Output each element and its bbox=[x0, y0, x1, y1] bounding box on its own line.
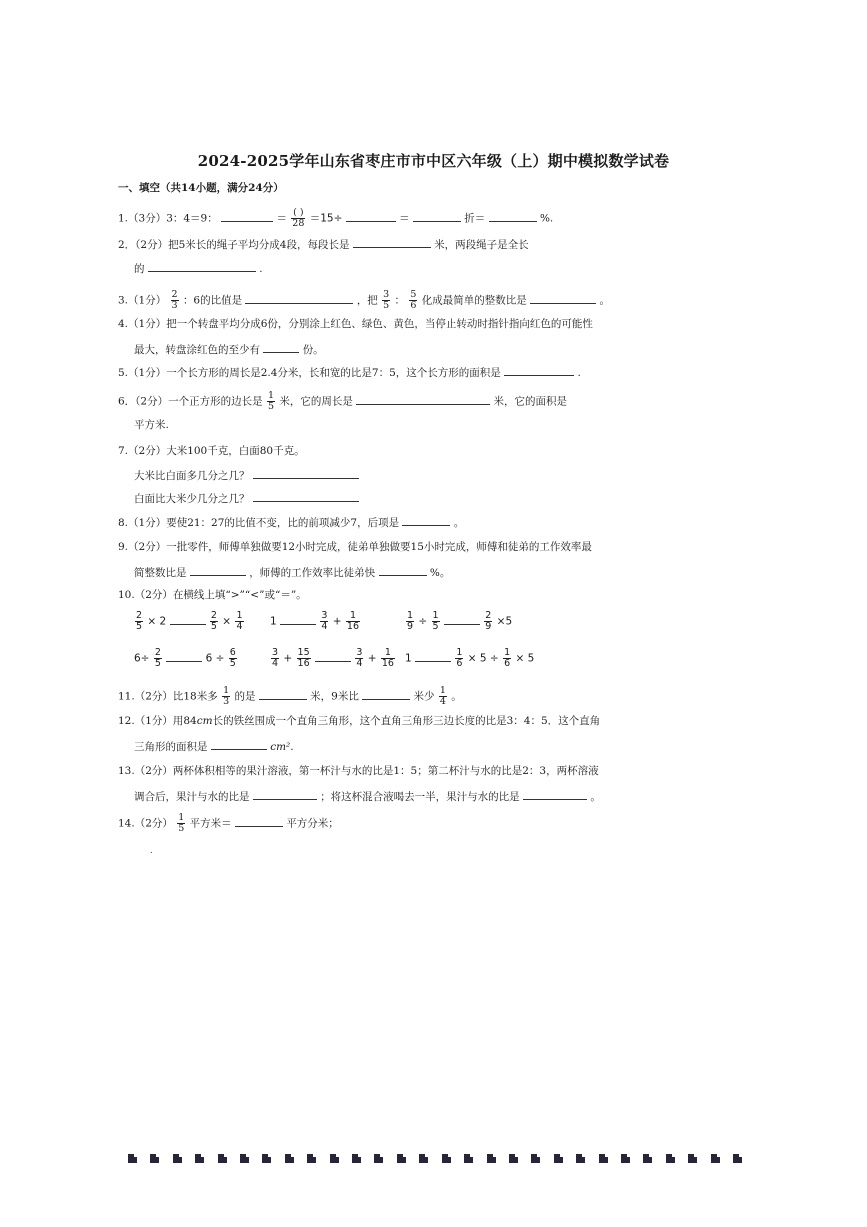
fraction: $\frac{1}{5}$ bbox=[178, 812, 185, 834]
footer-tile bbox=[150, 1154, 159, 1163]
question-3: 3.（1分） $\frac{2}{3}$ ：6的比值是 ，把 $\frac{3}{5}$ ： $\frac{5}{6}$ 化成最简单的整数比是 。 bbox=[118, 289, 610, 311]
section-heading: 一、填空（共14小题，满分24分） bbox=[118, 182, 284, 194]
footer-tile bbox=[509, 1154, 518, 1163]
footer-tile bbox=[643, 1154, 652, 1163]
question-6-cont: 平方米. bbox=[134, 419, 169, 431]
footer-tile bbox=[218, 1154, 227, 1163]
footer-tile bbox=[240, 1154, 249, 1163]
question-4: 4.（1分）把一个转盘平均分成6份，分别涂上红色、绿色、黄色，当停止转动时指针指向红色的可能性 bbox=[118, 318, 593, 330]
question-6: 6．（2分）一个正方形的边长是 $\frac{1}{5}$ 米，它的周长是 米，它的面积是 bbox=[118, 390, 568, 412]
compare-r1c1: $\frac{2}{5}$ × 2 $\frac{2}{5}$ × $\frac{1}{4}$ bbox=[136, 610, 243, 632]
answer-blank[interactable] bbox=[415, 650, 451, 662]
footer-tile bbox=[442, 1154, 451, 1163]
answer-blank[interactable] bbox=[356, 393, 490, 405]
footer-tile bbox=[397, 1154, 406, 1163]
answer-blank[interactable] bbox=[259, 688, 307, 700]
question-9-cont: 简整数比是 ，师傅的工作效率比徒弟快 %。 bbox=[134, 564, 450, 580]
answer-blank[interactable] bbox=[280, 613, 316, 625]
footer-tile bbox=[711, 1154, 720, 1163]
answer-blank[interactable] bbox=[346, 210, 396, 222]
answer-blank[interactable] bbox=[235, 815, 283, 827]
footer-tile bbox=[733, 1154, 742, 1163]
answer-blank[interactable] bbox=[245, 292, 353, 304]
exam-title: 2024-2025学年山东省枣庄市市中区六年级（上）期中模拟数学试卷 bbox=[197, 152, 670, 170]
decorative-footer-border bbox=[128, 1154, 742, 1166]
footer-tile bbox=[666, 1154, 675, 1163]
compare-r2c3: 1 $\frac{1}{6}$ × 5 ÷ $\frac{1}{6}$ × 5 bbox=[405, 647, 535, 669]
footer-tile bbox=[307, 1154, 316, 1163]
compare-r2c2: $\frac{3}{4}$ + $\frac{15}{16}$ $\frac{3}{4}$ + $\frac{1}{16}$ bbox=[272, 647, 394, 669]
footer-tile bbox=[464, 1154, 473, 1163]
question-1: 1.（3分）3：4＝9： ＝ $\frac{( )}{28}$ ＝15÷ ＝ 折＝ %. bbox=[118, 207, 554, 229]
question-14: 14.（2分） $\frac{1}{5}$ 平方米＝ 平方分米； bbox=[118, 812, 339, 834]
answer-blank[interactable] bbox=[402, 514, 450, 526]
footer-tile bbox=[195, 1154, 204, 1163]
footer-tile bbox=[487, 1154, 496, 1163]
answer-blank[interactable] bbox=[148, 260, 256, 272]
fraction: $\frac{2}{3}$ bbox=[171, 289, 178, 311]
footer-tile bbox=[531, 1154, 540, 1163]
answer-blank[interactable] bbox=[504, 364, 574, 376]
question-9: 9.（2分）一批零件，师傅单独做要12小时完成，徒弟单独做要15小时完成，师傅和徒弟的工作效率最 bbox=[118, 541, 592, 553]
fraction: $\frac{3}{5}$ bbox=[383, 289, 390, 311]
answer-blank[interactable] bbox=[315, 650, 351, 662]
footer-tile bbox=[599, 1154, 608, 1163]
question-2-cont: 的 . bbox=[134, 260, 263, 276]
footer-tile bbox=[554, 1154, 563, 1163]
question-13: 13.（2分）两杯体积相等的果汁溶液，第一杯汁与水的比是1：5；第二杯汁与水的比是2：3，两杯溶液 bbox=[118, 765, 599, 777]
footer-tile bbox=[419, 1154, 428, 1163]
fraction: $\frac{5}{6}$ bbox=[410, 289, 417, 311]
answer-blank[interactable] bbox=[444, 613, 480, 625]
footer-tile bbox=[688, 1154, 697, 1163]
question-7-part-b: 白面比大米少几分之几？ bbox=[134, 490, 359, 506]
stray-dot: . bbox=[150, 846, 153, 855]
answer-blank[interactable] bbox=[221, 210, 273, 222]
answer-blank[interactable] bbox=[263, 341, 299, 353]
question-7-part-a: 大米比白面多几分之几？ bbox=[134, 467, 359, 483]
footer-tile bbox=[173, 1154, 182, 1163]
answer-blank[interactable] bbox=[253, 788, 317, 800]
footer-tile bbox=[576, 1154, 585, 1163]
answer-blank[interactable] bbox=[166, 650, 202, 662]
answer-blank[interactable] bbox=[489, 210, 537, 222]
question-10: 10.（2分）在横线上填“>”“<”或“＝”。 bbox=[118, 589, 307, 601]
fraction: $\frac{1}{5}$ bbox=[267, 390, 275, 412]
compare-r1c2: 1 $\frac{3}{4}$ + $\frac{1}{16}$ bbox=[270, 610, 360, 632]
question-5: 5.（1分）一个长方形的周长是2.4分米，长和宽的比是7：5，这个长方形的面积是 . bbox=[118, 364, 581, 380]
answer-blank[interactable] bbox=[353, 236, 431, 248]
footer-tile bbox=[285, 1154, 294, 1163]
footer-tile bbox=[352, 1154, 361, 1163]
footer-tile bbox=[330, 1154, 339, 1163]
question-4-cont: 最大，转盘涂红色的至少有 份。 bbox=[134, 341, 324, 357]
answer-blank[interactable] bbox=[190, 564, 246, 576]
fraction: $\frac{1}{3}$ bbox=[223, 685, 230, 707]
footer-tile bbox=[374, 1154, 383, 1163]
answer-blank[interactable] bbox=[413, 210, 461, 222]
question-2: 2．（2分）把5米长的绳子平均分成4段，每段长是 米，两段绳子是全长 bbox=[118, 236, 529, 252]
question-11: 11.（2分）比18米多 $\frac{1}{3}$ 的是 米，9米比 米少 $\frac{1}{4}$ 。 bbox=[118, 685, 462, 707]
footer-tile bbox=[262, 1154, 271, 1163]
footer-tile bbox=[621, 1154, 630, 1163]
answer-blank[interactable] bbox=[170, 613, 206, 625]
footer-tile bbox=[128, 1154, 137, 1163]
answer-blank[interactable] bbox=[530, 292, 596, 304]
question-13-cont: 调合后，果汁与水的比是 ；将这杯混合液喝去一半，果汁与水的比是 。 bbox=[134, 788, 601, 804]
compare-r1c3: $\frac{1}{9}$ ÷ $\frac{1}{5}$ $\frac{2}{9}$ ×5 bbox=[407, 610, 513, 632]
compare-r2c1: 6÷ $\frac{2}{5}$ 6 ÷ $\frac{6}{5}$ bbox=[134, 647, 236, 669]
question-12: 12.（1分）用84cm长的铁丝围成一个直角三角形，这个直角三角形三边长度的比是3：4：5．这个直角 bbox=[118, 715, 601, 727]
answer-blank[interactable] bbox=[523, 788, 587, 800]
answer-blank[interactable] bbox=[253, 467, 359, 479]
fraction: $\frac{1}{4}$ bbox=[439, 685, 446, 707]
question-12-cont: 三角形的面积是 cm². bbox=[134, 738, 294, 754]
answer-blank[interactable] bbox=[253, 490, 359, 502]
answer-blank[interactable] bbox=[362, 688, 410, 700]
fraction: $\frac{( )}{28}$ bbox=[292, 207, 305, 229]
answer-blank[interactable] bbox=[211, 738, 267, 750]
question-7: 7.（2分）大米100千克，白面80千克。 bbox=[118, 445, 305, 457]
answer-blank[interactable] bbox=[379, 564, 427, 576]
question-8: 8.（1分）要使21：27的比值不变，比的前项减少7，后项是 。 bbox=[118, 514, 464, 530]
